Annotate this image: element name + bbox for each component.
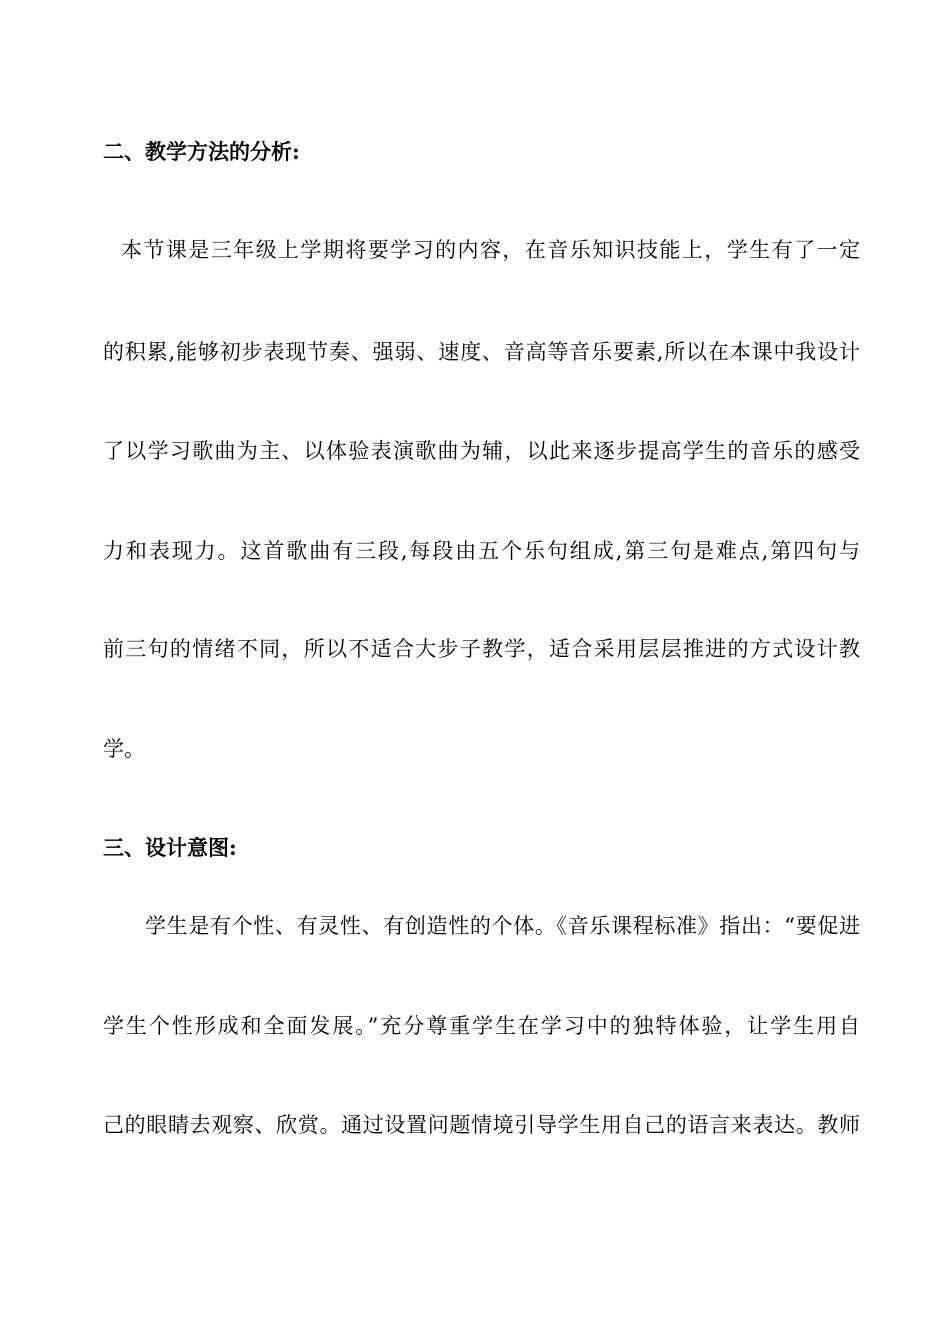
paragraph-line: 力和表现力。这首歌曲有三段,每段由五个乐句组成,第三句是难点,第四句与 [103,539,860,563]
paragraph-line: 学。 [103,737,145,761]
paragraph-line: 学生是有个性、有灵性、有创造性的个体。《音乐课程标准》指出：“要促进 [145,914,860,938]
paragraph-line: 本节课是三年级上学期将要学习的内容，在音乐知识技能上，学生有了一定 [121,238,860,262]
paragraph-line: 了以学习歌曲为主、以体验表演歌曲为辅，以此来逐步提高学生的音乐的感受 [103,439,860,463]
paragraph-line: 前三句的情绪不同，所以不适合大步子教学，适合采用层层推进的方式设计教 [103,637,860,661]
paragraph-line: 学生个性形成和全面发展。”充分尊重学生在学习中的独特体验，让学生用自 [103,1014,860,1038]
section-heading-design-intent: 三、设计意图: [103,835,237,860]
paragraph-line: 己的眼睛去观察、欣赏。通过设置问题情境引导学生用自己的语言来表达。教师 [103,1113,860,1137]
section-heading-teaching-methods: 二、教学方法的分析: [103,139,300,164]
paragraph-line: 的积累,能够初步表现节奏、强弱、速度、音高等音乐要素,所以在本课中我设计 [103,340,860,364]
